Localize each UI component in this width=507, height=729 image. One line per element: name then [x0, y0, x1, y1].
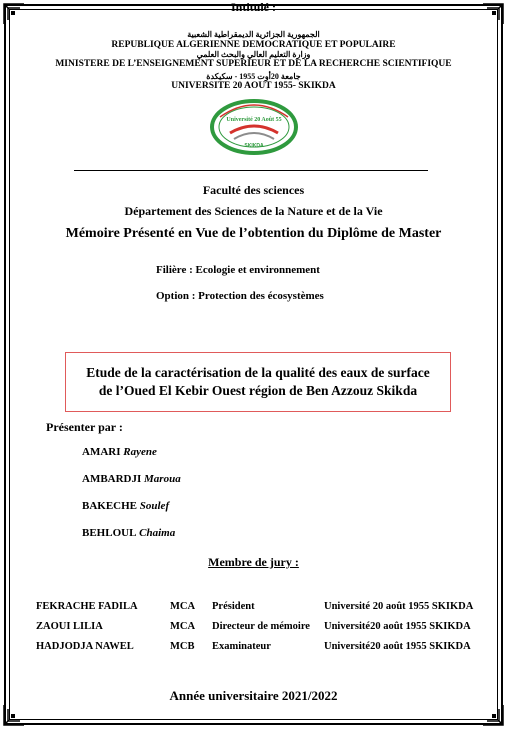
header-divider [74, 170, 428, 171]
jury-grade: MCB [170, 641, 195, 652]
thesis-title-box [65, 352, 451, 412]
student-last-name: AMBARDJI [82, 473, 142, 485]
presenter-label: Présenter par : [46, 420, 123, 434]
student-item [82, 473, 181, 500]
jury-grade: MCA [170, 621, 196, 632]
jury-name: HADJODJA NAWEL [36, 641, 134, 652]
jury-row [36, 641, 486, 661]
corner-ornament-icon [3, 3, 25, 25]
intitule-label: Intitulé : [231, 0, 276, 14]
header-university: UNIVERSITE 20 AOUT 1955- SKIKDA [171, 81, 336, 91]
student-first-name: Rayene [123, 446, 157, 458]
logo-ring-text: Université 20 Août 55 [226, 117, 282, 123]
header-republic: REPUBLIQUE ALGERIENNE DEMOCRATIQUE ET POPULAIRE [111, 40, 396, 50]
student-list [82, 446, 181, 554]
faculty-name: Faculté des sciences [202, 183, 305, 197]
student-last-name: BAKECHE [82, 500, 138, 512]
jury-role: Directeur de mémoire [212, 621, 310, 632]
thesis-title-line-2: de l’Oued El Kebir Ouest région de Ben Azzouz Skikda [98, 383, 418, 398]
jury-role: Président [212, 601, 255, 612]
logo-city: SKIKDA [244, 143, 264, 149]
header-ministry: MINISTERE DE L’ENSEIGNEMENT SUPERIEUR ET DE LA RECHERCHE SCIENTIFIQUE [55, 59, 452, 69]
corner-ornament-icon [482, 3, 504, 25]
jury-row [36, 601, 486, 621]
header-arabic-ministry: وزارة التعليم العالي والبحث العلمي [196, 50, 311, 59]
filiere-label: Filière : Ecologie et environnement [156, 264, 320, 276]
jury-row [36, 621, 486, 641]
jury-institution: Université20 août 1955 SKIKDA [324, 621, 471, 632]
student-last-name: BEHLOUL [82, 527, 137, 539]
student-item [82, 500, 181, 527]
corner-ornament-icon [482, 704, 504, 726]
student-item [82, 527, 181, 554]
jury-institution: Université20 août 1955 SKIKDA [324, 641, 471, 652]
student-last-name: AMARI [82, 446, 121, 458]
memoire-statement: Mémoire Présenté en Vue de l’obtention du Diplôme de Master [65, 226, 442, 241]
thesis-title-line-1: Etude de la caractérisation de la qualité des eaux de surface [86, 365, 430, 380]
jury-role: Examinateur [212, 641, 271, 652]
student-first-name: Chaima [139, 527, 176, 539]
corner-ornament-icon [3, 704, 25, 726]
header-arabic-republic: الجمهورية الجزائرية الديمقراطية الشعبية [187, 30, 320, 39]
student-item [82, 446, 181, 473]
header-arabic-university: جامعة 20أوت 1955 - سكيكدة [206, 72, 301, 81]
jury-title: Membre de jury : [208, 555, 299, 569]
university-logo [208, 97, 300, 157]
student-first-name: Maroua [144, 473, 181, 485]
jury-grade: MCA [170, 601, 196, 612]
jury-name: FEKRACHE FADILA [36, 601, 138, 612]
department-name: Département des Sciences de la Nature et de la Vie [124, 204, 383, 218]
option-label: Option : Protection des écosystèmes [156, 290, 324, 302]
academic-year: Année universitaire 2021/2022 [169, 688, 338, 703]
jury-institution: Université 20 août 1955 SKIKDA [324, 601, 474, 612]
jury-name: ZAOUI LILIA [36, 621, 103, 632]
jury-table [36, 601, 486, 661]
student-first-name: Soulef [139, 500, 170, 512]
